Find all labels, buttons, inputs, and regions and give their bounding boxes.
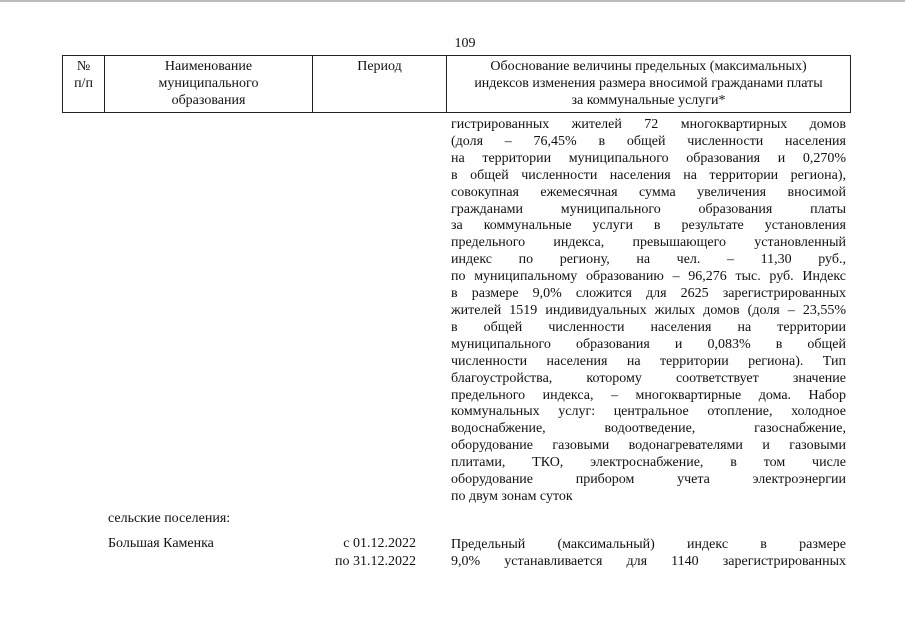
period-from: с 01.12.2022 [343,536,416,551]
period-to: по 31.12.2022 [335,554,416,569]
period-range [316,535,416,571]
text-line: предельного индекса, – многоквартирные дома. Набор [451,387,846,403]
header-period-column: Период [313,56,447,112]
table-header [62,55,851,113]
municipality-name: Большая Каменка [108,536,214,551]
text-line: плитами, ТКО, электроснабжение, в том числе [451,455,846,471]
text-line: за коммунальные услуги в результате установления [451,218,846,234]
text-line: совокупная ежемесячная сумма увеличения вносимой [451,184,846,200]
header-municipality-column: Наименование муниципального образования [105,56,313,112]
text-line: численности населения на территории региона). Тип [451,353,846,369]
text-line: Предельный (максимальный) индекс в размере [451,537,846,552]
text-line: предельного индекса, превышающего установленный [451,235,846,251]
text-line: (доля – 76,45% в общей численности населения [451,133,846,149]
text-line: коммунальных услуг: центральное отопление, холодное [451,404,846,420]
text-line: гражданами муниципального образования платы [451,201,846,217]
page-number: 109 [454,36,476,51]
justification-text [451,117,846,506]
text-line: оборудование прибором учета электроэнергии [451,472,846,488]
text-line: благоустройства, которому соответствует значение [451,370,846,386]
text-line: муниципального образования и 0,083% в общей [451,336,846,352]
text-line: по двум зонам суток [451,488,573,504]
text-line: в размере 9,0% сложится для 2625 зарегистрированных [451,286,846,302]
section-label: сельские поселения: [108,511,231,526]
header-justification-column: Обоснование величины предельных (максимальных) индексов изменения размера вносимой гражданами платы за коммунальные услуги* [474,59,823,108]
text-line: по муниципальному образованию – 96,276 тыс. руб. Индекс [451,269,846,285]
row-justification-text [451,536,846,570]
text-line: гистрированных жителей 72 многоквартирных домов [451,117,846,132]
text-line: на территории муниципального образования и 0,270% [451,150,846,166]
header-number-column: № п/п [63,56,105,112]
text-line: индекс по региону, на чел. – 11,30 руб., [451,252,846,268]
page-top-edge [0,0,905,2]
text-line: в общей численности населения на территории региона), [451,167,846,183]
text-line: жителей 1519 индивидуальных жилых домов (доля – 23,55% [451,302,846,318]
text-line: в общей численности населения на территории [451,319,846,335]
text-line: водоснабжение, водоотведение, газоснабжение, [451,421,846,437]
text-line: 9,0% устанавливается для 1140 зарегистрированных [451,554,846,569]
text-line: оборудование газовыми водонагревателями и газовыми [451,438,846,454]
